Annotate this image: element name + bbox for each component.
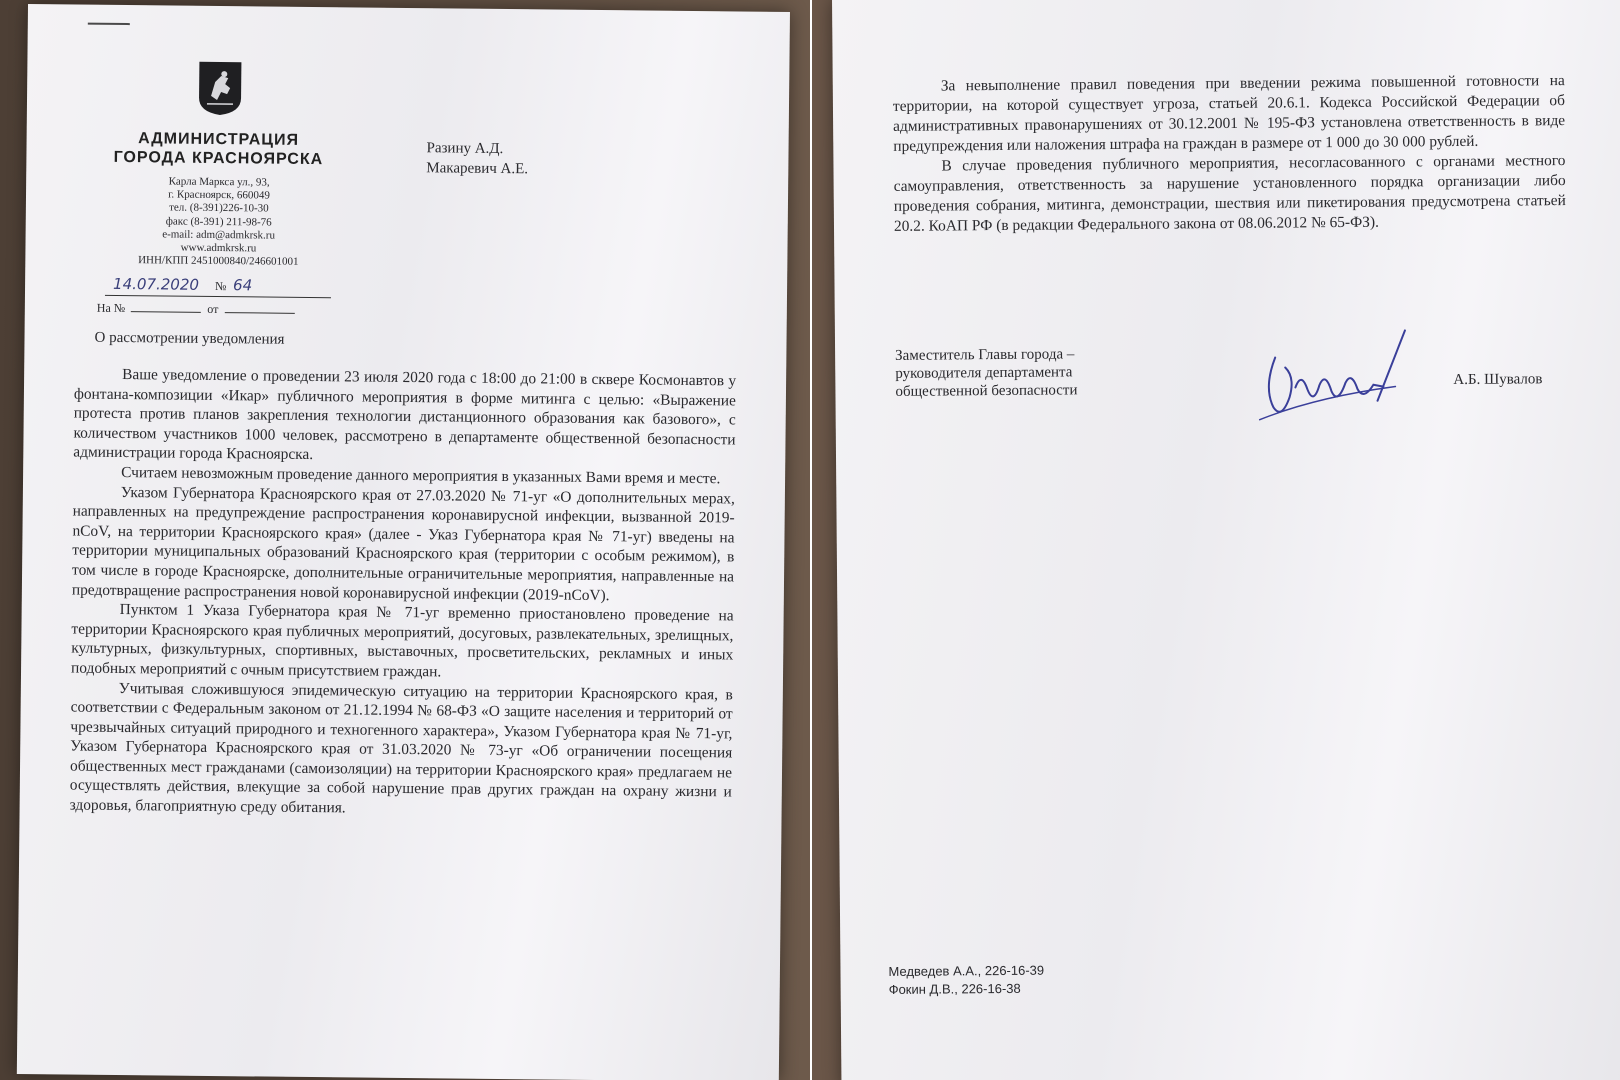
body-paragraph: За невыполнение правил поведения при введении режима повышенной готовности на территории, на которой существует угроза, статьей 20.6.1. Кодекса Российской Федерации об административных правонарушениях от 30.12.2001 № 195-ФЗ установлена ответственность в виде предупреждения или наложения штрафа на граждан в размере от 1 000 до 30 000 рублей.	[892, 72, 1566, 155]
organization-name	[98, 129, 338, 170]
reference-number-label: На №	[96, 300, 126, 316]
coat-of-arms-icon	[197, 60, 244, 116]
body-paragraph: Пунктом 1 Указа Губернатора края № 71-уг временно приостановлено проведение на территории Красноярского края публичных мероприятий, досуговых, развлекательных, зрелищных, культурных, физкультурных, спортивных, выставочных, просветительских, рекламных и иных подобных мероприятий с очным присутствием граждан.	[70, 601, 734, 681]
letter-body	[70, 365, 737, 823]
ink-mark	[88, 23, 130, 25]
body-paragraph: Ваше уведомление о проведении 23 июля 2020 года с 18:00 до 21:00 в сквере Космонавтов у фонтана-композиции «Икар» публичного мероприятия в форме митинга с целью: «Выражение протеста против планов закрепления технологии дистанционного образования как базового», с количеством участников 1000 человек, рассмотрено в департаменте общественной безопасности администрации города Красноярска.	[73, 366, 737, 464]
contact-line: Карла Маркса ул., 93,	[168, 175, 270, 189]
registration-line	[105, 274, 331, 298]
executors-block	[888, 962, 1044, 999]
photo-right-page	[812, 0, 1620, 1080]
reference-from-label: от	[207, 301, 219, 317]
addressee-line: Макаревич А.Е.	[426, 160, 529, 178]
body-paragraph: В случае проведения публичного мероприятия, несогласованного с органами местного самоуправления, ответственность за нарушение установленного порядка организации либо проведения собрания, митинга, демонстрации, шествия или пикетирования предусмотрена статьей 20.2. КоАП РФ (в редакции Федерального закона от 08.06.2012 № 65-ФЗ).	[893, 152, 1566, 235]
executor-line: Фокин Д.В., 226-16-38	[888, 980, 1021, 997]
letter-page-2	[832, 0, 1620, 1080]
body-paragraph: Учитывая сложившуюся эпидемическую ситуацию на территории Красноярского края, в соответствии с Федеральным законом от 21.12.1994 № 68-ФЗ «О защите населения и территорий от чрезвычайных ситуаций природного и техногенного характера», Указом Губернатора края № 71-уг, Указом Губернатора Красноярского края от 31.03.2020 № 73-уг «Об ограничении посещения общественных мест гражданами (самоизоляции) на территории Красноярского края» предлагаем не осуществлять действия, влекущие за собой нарушение прав других граждан на охрану жизни и здоровья, благоприятную среду обитания.	[69, 679, 733, 817]
letter-body-continued	[893, 71, 1566, 237]
contact-line: тел. (8-391)226-10-30	[169, 201, 269, 215]
addressee-line: Разину А.Д.	[426, 140, 504, 157]
org-line-1: АДМИНИСТРАЦИЯ	[138, 130, 300, 149]
signer-title-line: Заместитель Главы города –	[895, 346, 1075, 364]
signer-title-line: руководителя департамента	[895, 364, 1073, 382]
letter-subject: О рассмотрении уведомления	[94, 329, 285, 348]
letter-page-1	[17, 4, 790, 1080]
body-paragraph: Считаем невозможным проведение данного мероприятия в указанных Вами время и месте.	[121, 463, 721, 488]
contact-line: e-mail: adm@admkrsk.ru	[162, 228, 276, 242]
contact-line: г. Красноярск, 660049	[168, 188, 271, 202]
executor-line: Медведев А.А., 226-16-39	[888, 962, 1045, 979]
signer-name: А.Б. Шувалов	[1453, 371, 1543, 389]
org-line-2: ГОРОДА КРАСНОЯРСКА	[113, 148, 324, 169]
reference-line	[97, 301, 301, 318]
handwritten-signature	[1255, 326, 1426, 427]
registration-number: 64	[232, 276, 253, 295]
registration-date: 14.07.2020	[113, 274, 200, 294]
contact-line: ИНН/КПП 2451000840/246601001	[138, 254, 299, 269]
contact-line: факс (8-391) 211-98-76	[165, 215, 272, 229]
blank-field	[224, 312, 294, 314]
addressee-block	[426, 138, 528, 179]
registration-number-label: №	[215, 278, 227, 294]
blank-field	[131, 311, 201, 313]
signer-title	[895, 345, 1077, 401]
signer-title-line: общественной безопасности	[895, 382, 1078, 400]
contact-block	[105, 175, 332, 270]
contact-line: www.admkrsk.ru	[180, 241, 257, 255]
body-paragraph: Указом Губернатора Красноярского края от 27.03.2020 № 71-уг «О дополнительных мерах, направленных на предупреждение распространения коронавирусной инфекции, вызванной 2019-nCoV, на территории Красноярского края» (далее - Указ Губернатора края № 71-уг) введены на территории муниципальных образований Красноярского края (территории с особым режимом), в том числе в городе Красноярске, дополнительные ограничительные мероприятия, направленные на предотвращение распространения новой коронавирусной инфекции (2019-nCoV).	[71, 483, 735, 604]
